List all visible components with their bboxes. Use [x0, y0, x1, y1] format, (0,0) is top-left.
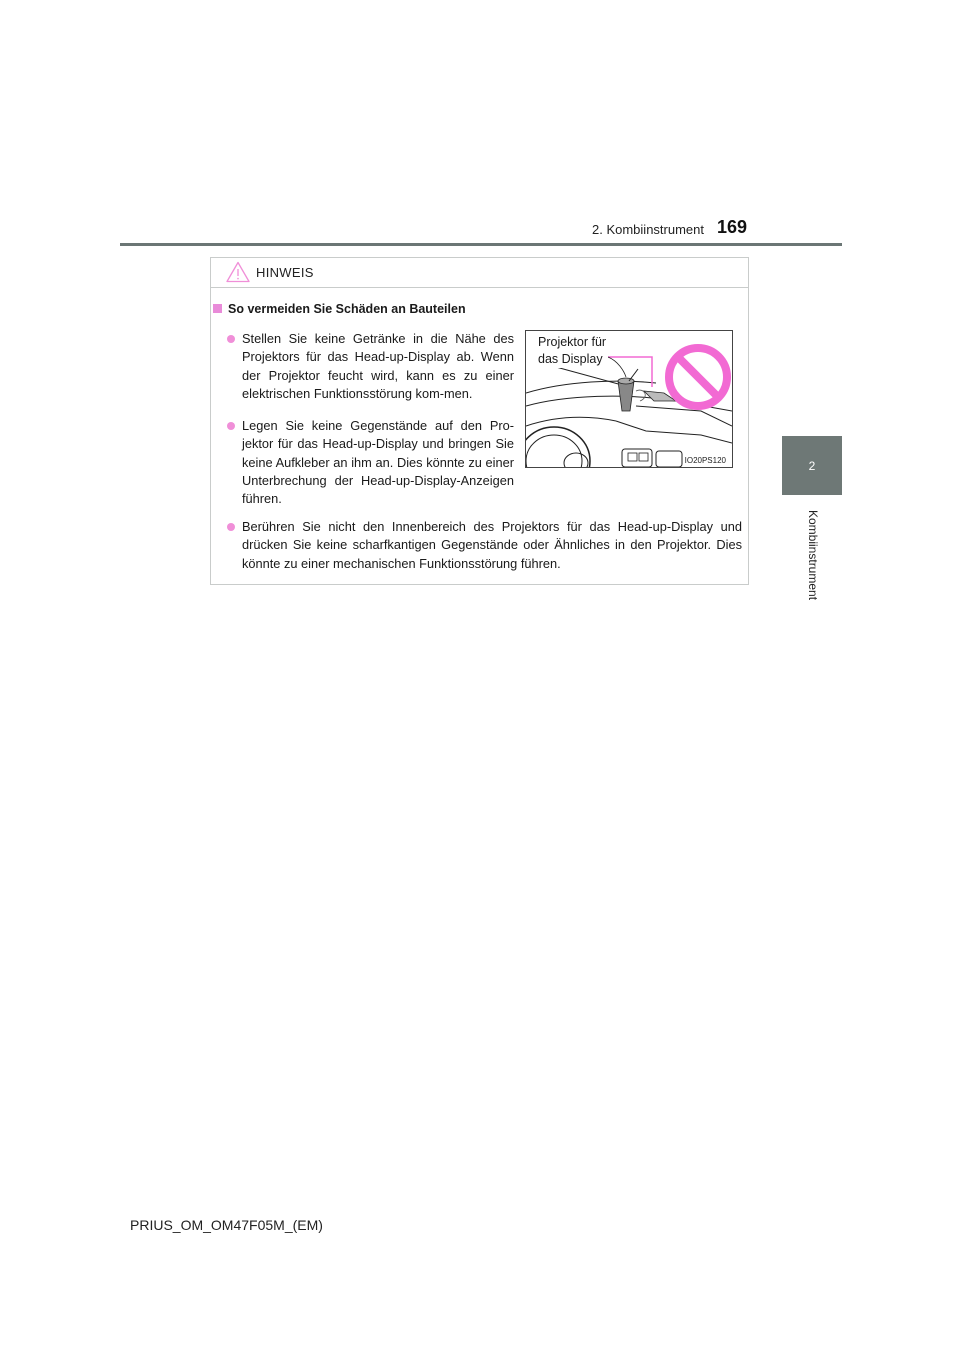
- projector-callout: [536, 334, 608, 368]
- notice-title: HINWEIS: [256, 265, 314, 280]
- bullet-interior: Berühren Sie nicht den Innenbereich des Projektors für das Head-up-Display und drücken Sie keine scharfkantigen Gegenstände oder Ähnliches in den Projektor. Dies könnte zu einer mechanischen Funktionsstörung führen.: [242, 519, 742, 571]
- square-bullet-icon: [213, 304, 222, 313]
- notice-subheading: [213, 302, 466, 316]
- warning-triangle-icon: [226, 261, 250, 283]
- callout-line-1: Projektor für: [538, 335, 607, 349]
- callout-line-2: das Display: [538, 352, 603, 366]
- figure-code: IO20PS120: [684, 456, 726, 465]
- subheading-text: So vermeiden Sie Schäden an Bauteilen: [228, 302, 466, 316]
- projector-illustration: [525, 330, 733, 468]
- notice-header: [211, 258, 748, 288]
- bullet-drinks: Stellen Sie keine Getränke in die Nähe des Projektors für das Head-up-Display ab. Wenn der Projektor feucht wird, kann es zu einer elektrischen Funktionsstörung kom-men.: [242, 331, 514, 401]
- bullet-dot-icon: [227, 523, 235, 531]
- chapter-tab[interactable]: [782, 436, 842, 495]
- bullet-dot-icon: [227, 335, 235, 343]
- footer-document-id: PRIUS_OM_OM47F05M_(EM): [130, 1217, 323, 1233]
- chapter-label: Kombiinstrument: [806, 509, 820, 601]
- section-title: 2. Kombiinstrument: [592, 222, 704, 237]
- bullet-objects: Legen Sie keine Gegenstände auf den Pro-jektor für das Head-up-Display und bringen Sie keine Aufkleber an ihm an. Dies könnte zu einer Unterbrechung der Head-up-Display-Anzeigen führen.: [242, 418, 514, 507]
- chapter-number: 2: [808, 458, 816, 473]
- page-number: 169: [717, 217, 748, 237]
- bullet-dot-icon: [227, 422, 235, 430]
- notice-box: [210, 257, 749, 585]
- header-rule: [120, 243, 842, 246]
